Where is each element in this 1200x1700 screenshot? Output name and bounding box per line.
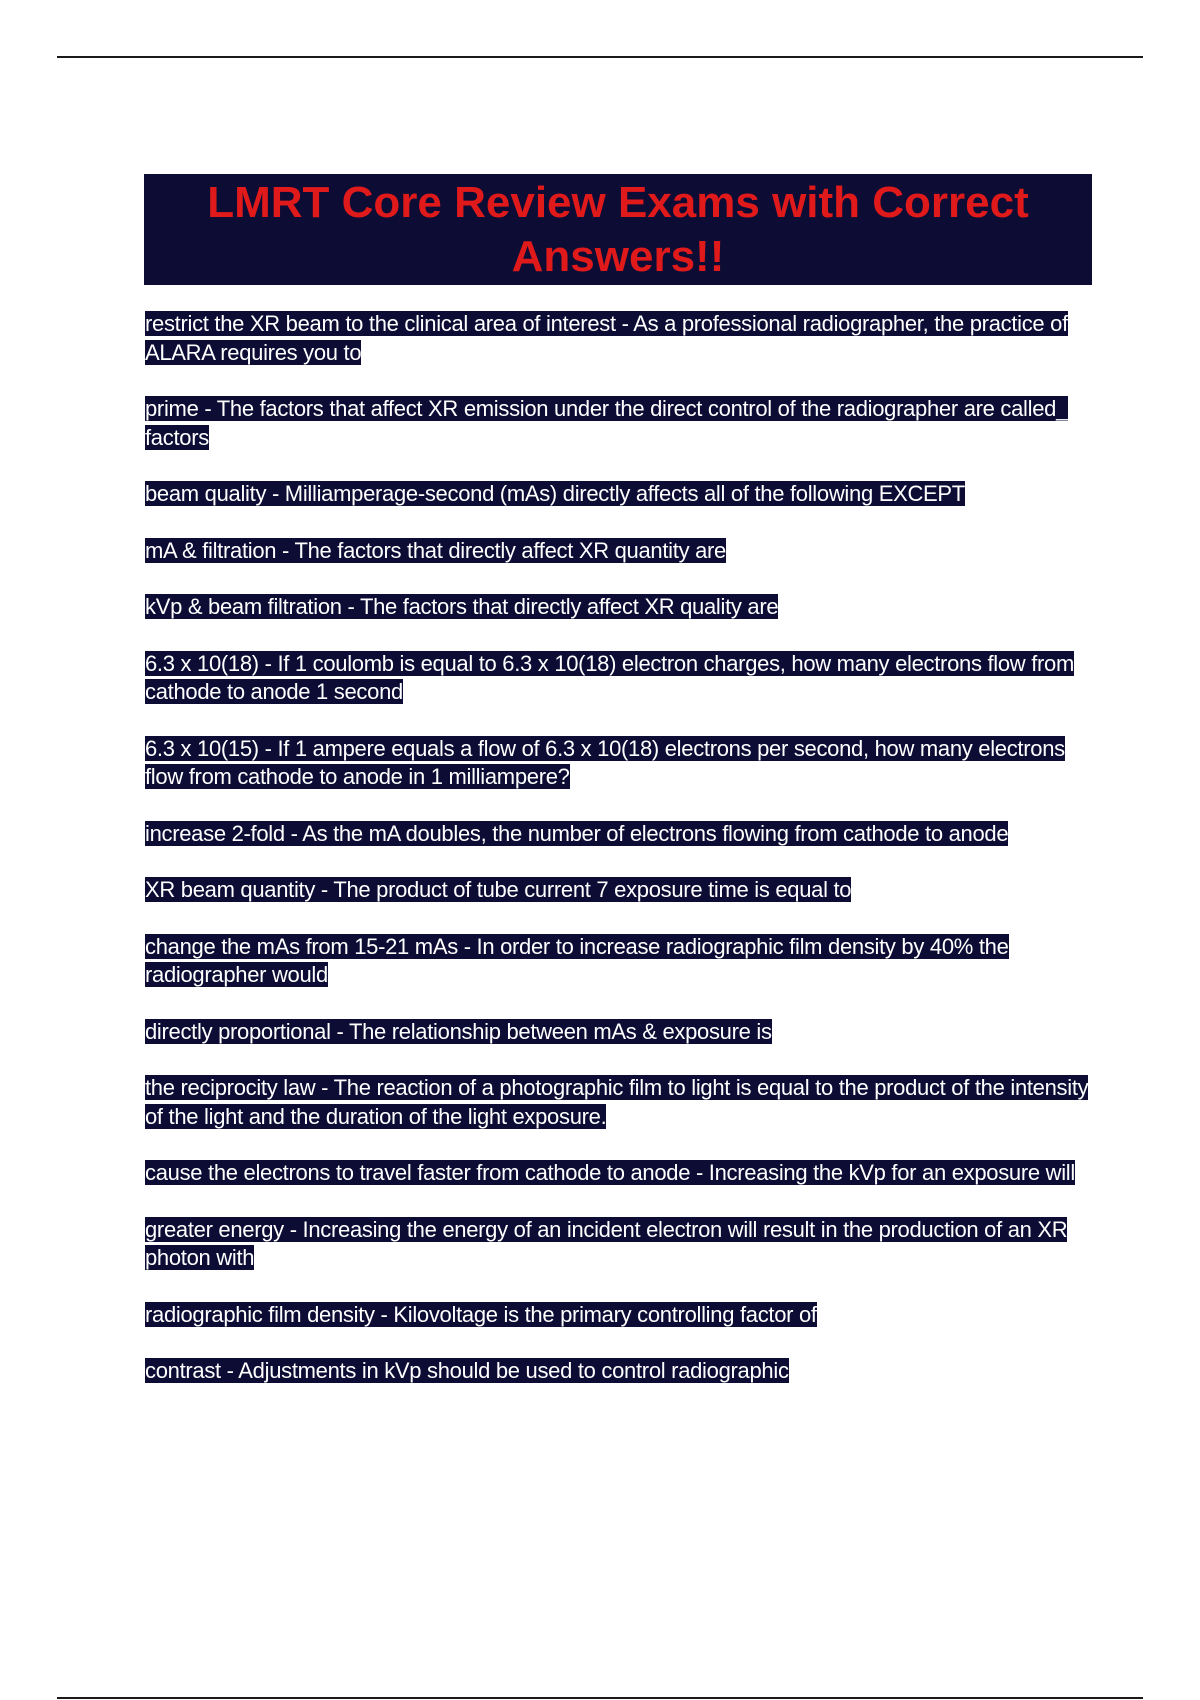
qa-text: 6.3 x 10(15) - If 1 ampere equals a flow of 6.3 x 10(18) electrons per second, how many electrons flow from cathode to anode in 1 milliampere? bbox=[145, 735, 1065, 789]
qa-text: beam quality - Milliamperage-second (mAs) directly affects all of the following EXCEPT bbox=[145, 481, 965, 506]
qa-text: cause the electrons to travel faster from cathode to anode - Increasing the kVp for an exposure will bbox=[145, 1160, 1075, 1185]
qa-list bbox=[145, 310, 1090, 1414]
qa-item bbox=[145, 933, 1090, 990]
qa-text: contrast - Adjustments in kVp should be used to control radiographic bbox=[145, 1358, 789, 1383]
title-banner bbox=[144, 174, 1092, 285]
qa-item bbox=[145, 480, 1090, 509]
document-title: LMRT Core Review Exams with Correct Answers!! bbox=[207, 177, 1029, 281]
qa-text: prime - The factors that affect XR emission under the direct control of the radiographer are called_ factors bbox=[145, 396, 1069, 450]
qa-text: change the mAs from 15-21 mAs - In order to increase radiographic film density by 40% the radiographer would bbox=[145, 933, 1009, 987]
qa-item bbox=[145, 310, 1090, 367]
qa-item bbox=[145, 876, 1090, 905]
qa-item bbox=[145, 537, 1090, 566]
qa-item bbox=[145, 820, 1090, 849]
qa-item bbox=[145, 395, 1090, 452]
qa-item bbox=[145, 593, 1090, 622]
qa-item bbox=[145, 1074, 1090, 1131]
qa-item bbox=[145, 1159, 1090, 1188]
qa-item bbox=[145, 1301, 1090, 1330]
qa-text: directly proportional - The relationship between mAs & exposure is bbox=[145, 1018, 772, 1044]
qa-item bbox=[145, 1018, 1090, 1047]
qa-text: greater energy - Increasing the energy of an incident electron will result in the production of an XR photon with bbox=[145, 1216, 1068, 1270]
qa-item bbox=[145, 1357, 1090, 1386]
qa-item bbox=[145, 1216, 1090, 1273]
qa-item bbox=[145, 735, 1090, 792]
qa-text: restrict the XR beam to the clinical area of interest - As a professional radiographer, the practice of ALARA requires you to bbox=[145, 311, 1068, 365]
qa-text: 6.3 x 10(18) - If 1 coulomb is equal to 6.3 x 10(18) electron charges, how many electrons flow from cathode to anode 1 second bbox=[145, 650, 1074, 704]
qa-text: the reciprocity law - The reaction of a photographic film to light is equal to the product of the intensity of the light and the duration of the light exposure. bbox=[145, 1075, 1089, 1129]
qa-text: kVp & beam filtration - The factors that directly affect XR quality are bbox=[145, 594, 779, 619]
top-rule bbox=[57, 56, 1143, 58]
qa-text: increase 2-fold - As the mA doubles, the number of electrons flowing from cathode to anode bbox=[145, 820, 1009, 846]
qa-text: mA & filtration - The factors that directly affect XR quantity are bbox=[145, 537, 726, 563]
qa-text: radiographic film density - Kilovoltage is the primary controlling factor of bbox=[145, 1301, 817, 1327]
qa-item bbox=[145, 650, 1090, 707]
bottom-rule bbox=[57, 1697, 1143, 1699]
qa-text: XR beam quantity - The product of tube current 7 exposure time is equal to bbox=[145, 877, 852, 902]
